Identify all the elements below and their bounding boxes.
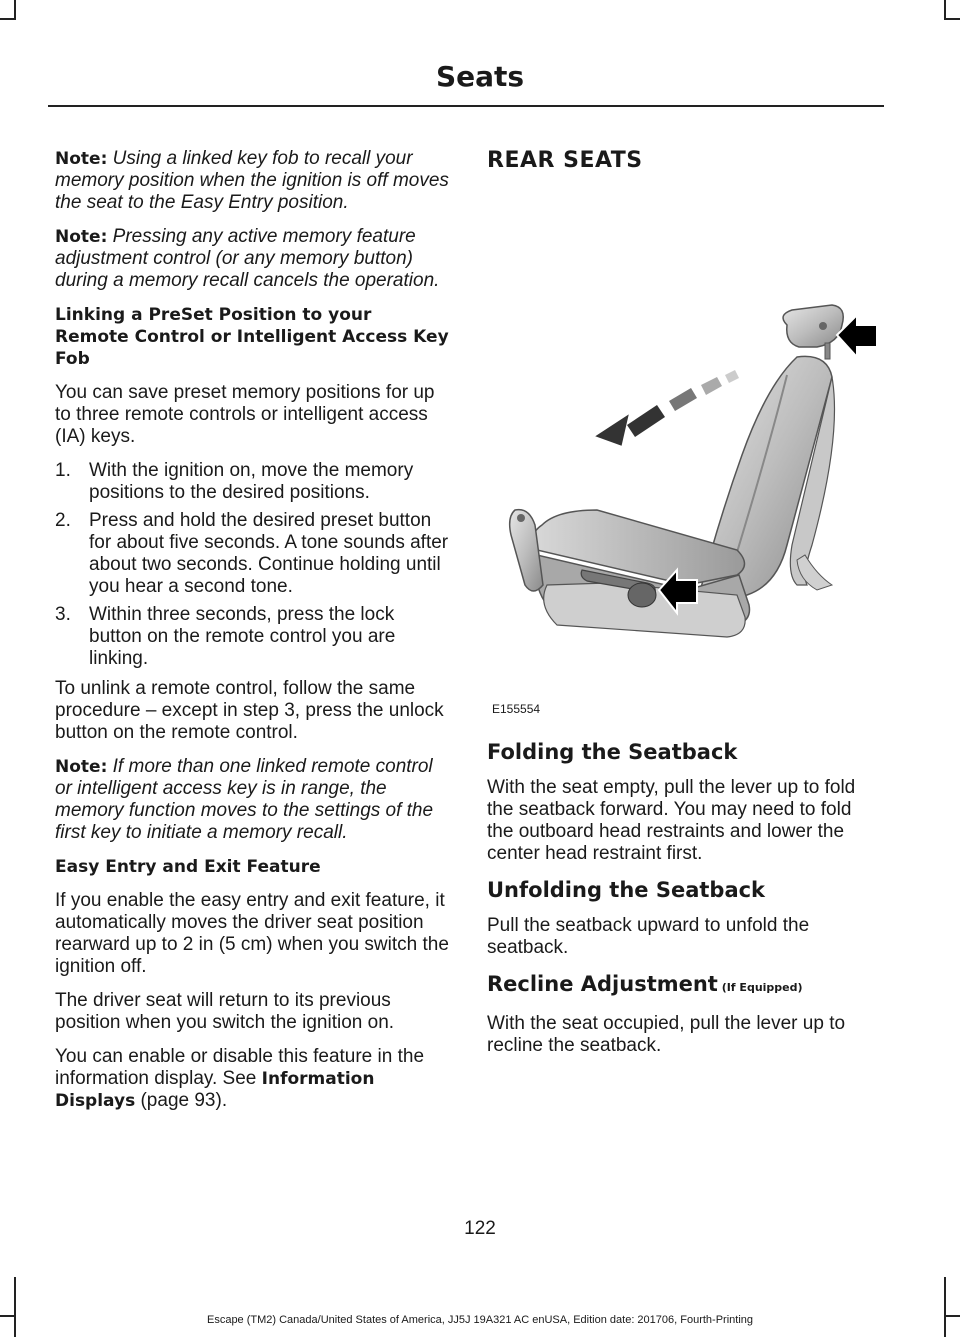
crop-mark [14,1277,16,1337]
figure-code: E155554 [492,702,541,716]
paragraph-recline: With the seat occupied, pull the lever up to recline the seatback. [487,1013,846,1056]
step-text: With the ignition on, move the memory positions to the desired positions. [89,460,414,503]
paragraph-unfolding: Pull the seatback upward to unfold the seatback. [487,915,810,958]
note-text: If more than one linked remote control or intelligent access key is in range, the memory function moves to the settings of the first key to initiate a memory recall. [55,756,434,843]
note-multiple-keys [55,756,450,844]
step-number: 1. [55,460,71,481]
crop-mark [0,18,16,20]
note-memory-recall [55,148,450,214]
note-cancel-recall [55,226,450,292]
paragraph-return: The driver seat will return to its previous position when you switch the ignition on. [55,990,395,1033]
right-column [487,148,882,172]
crop-mark [14,0,16,18]
armrest [510,510,543,591]
paragraph-folding: With the seat empty, pull the lever up to fold the seatback forward. You may need to fold the outboard head restraints and lower the center head restraint first. [487,777,856,864]
step-number: 3. [55,604,71,625]
page-number: 122 [464,1218,496,1239]
list-item [55,510,450,598]
subheading-easy-entry: Easy Entry and Exit Feature [55,857,321,877]
list-item [55,604,450,670]
cross-reference-link[interactable]: Information Displays [55,1069,375,1111]
footer-text: Escape (TM2) Canada/United States of America, JJ5J 19A321 AC enUSA, Edition date: 201706, Fourth-Printing [206,1314,754,1326]
step-text: Within three seconds, press the lock button on the remote control you are linking. [89,604,396,669]
heading-qualifier: (If Equipped) [717,981,803,994]
section-title: REAR SEATS [487,148,643,173]
header-divider [48,105,884,107]
crop-mark [944,18,960,20]
headrest [783,305,843,347]
note-label: Note: [55,149,108,169]
paragraph-unlink: To unlink a remote control, follow the same procedure – except in step 3, press the unlock button on the remote control. [55,678,444,743]
paragraph-preset: You can save preset memory positions for up to three remote controls or intelligent access (IA) keys. [55,382,435,447]
note-text: Pressing any active memory feature adjustment control (or any memory button) during a memory recall cancels the operation. [55,226,440,291]
paragraph-easy-entry: If you enable the easy entry and exit feature, it automatically moves the driver seat position rearward up to 2 in (5 cm) when you switch the ignition off. [55,890,449,977]
paragraph-enable [55,1046,450,1112]
heading-folding: Folding the Seatback [487,740,738,764]
heading-unfolding: Unfolding the Seatback [487,878,766,902]
heading-recline [487,971,882,1001]
step-text: Press and hold the desired preset button for about five seconds. A tone sounds after about two seconds. Continue holding until you hear a second tone. [89,510,449,597]
text: You can enable or disable this feature in the information display. See [55,1046,425,1089]
page-title: Seats [435,60,525,93]
fold-motion-arrow [595,370,739,446]
rear-seat-illustration [487,285,887,715]
step-number: 2. [55,510,71,531]
right-column-lower [487,739,882,1069]
heading-text: Recline Adjustment [487,972,718,996]
left-column [55,148,450,1124]
note-label: Note: [55,757,108,777]
note-label: Note: [55,227,108,247]
subheading-linking: Linking a PreSet Position to your Remote Control or Intelligent Access Key Fob [55,305,449,369]
steps-list [55,460,450,670]
text: (page 93). [135,1090,228,1111]
crop-mark [944,0,946,18]
list-item [55,460,450,504]
note-text: Using a linked key fob to recall your memory position when the ignition is off moves the seat to the Easy Entry position. [55,148,449,213]
crop-mark [944,1277,946,1337]
